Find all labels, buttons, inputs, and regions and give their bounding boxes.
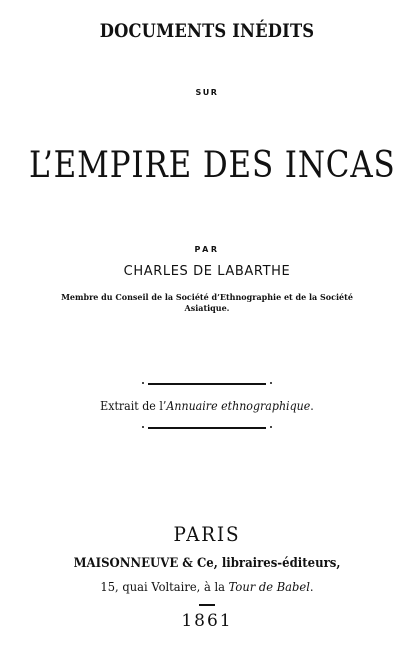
connector-word: SUR xyxy=(195,88,219,97)
bottom-ornamental-rule xyxy=(148,427,266,429)
book-title: L’EMPIRE DES INCAS xyxy=(28,145,396,186)
series-title: DOCUMENTS INÉDITS xyxy=(99,20,315,42)
year-rule xyxy=(199,604,215,606)
address-italic: Tour de Babel xyxy=(228,579,310,594)
top-ornamental-rule xyxy=(148,383,266,385)
author-affiliation-line1: Membre du Conseil de la Société d’Ethnographie et de la Société xyxy=(61,292,353,302)
extract-prefix: Extrait de l’ xyxy=(100,399,167,413)
extract-source: Annuaire ethnographique xyxy=(166,399,311,413)
imprint-publisher: MAISONNEUVE & Ce, libraires-éditeurs, xyxy=(73,556,341,571)
imprint-address xyxy=(17,579,398,594)
address-suffix: . xyxy=(309,579,314,594)
address-prefix: 15, quai Voltaire, à la xyxy=(100,579,229,594)
author-affiliation-line2: Asiatique. xyxy=(184,303,230,313)
imprint-city: PARIS xyxy=(173,522,241,546)
extract-line xyxy=(17,399,398,413)
author-name: CHARLES DE LABARTHE xyxy=(123,264,291,279)
imprint-year: 1861 xyxy=(181,611,233,631)
by-word: PAR xyxy=(194,245,220,254)
extract-suffix: . xyxy=(310,399,314,413)
